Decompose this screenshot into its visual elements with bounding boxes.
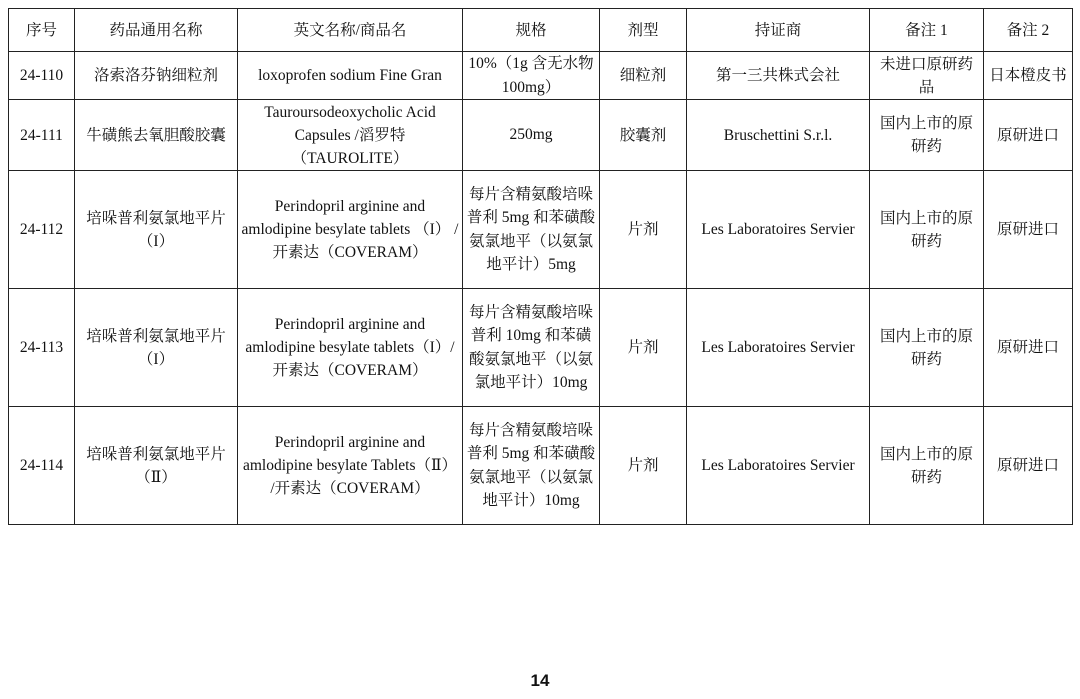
cell-note-2: 日本橙皮书: [984, 52, 1073, 100]
table-row: [9, 100, 1073, 171]
table-row: [9, 171, 1073, 289]
cell-serial-no: 24-112: [9, 171, 75, 289]
cell-dosage-form: 细粒剂: [600, 52, 687, 100]
cell-note-2: 原研进口: [984, 407, 1073, 525]
cell-note-1: 国内上市的原研药: [870, 407, 984, 525]
cell-note-1: 国内上市的原研药: [870, 171, 984, 289]
cell-generic-name: 洛索洛芬钠细粒剂: [75, 52, 238, 100]
header-dosage-form: 剂型: [600, 9, 687, 52]
cell-specification: 每片含精氨酸培哚普利 10mg 和苯磺酸氨氯地平（以氨氯地平计）10mg: [463, 289, 600, 407]
header-generic-name: 药品通用名称: [75, 9, 238, 52]
cell-note-1: 未进口原研药品: [870, 52, 984, 100]
header-note-2: 备注 2: [984, 9, 1073, 52]
header-license-holder: 持证商: [687, 9, 870, 52]
cell-english-name: Perindopril arginine and amlodipine besylate Tablets（Ⅱ） /开素达（COVERAM）: [238, 407, 463, 525]
table-row: [9, 289, 1073, 407]
cell-license-holder: Bruschettini S.r.l.: [687, 100, 870, 171]
header-english-name: 英文名称/商品名: [238, 9, 463, 52]
cell-note-1: 国内上市的原研药: [870, 289, 984, 407]
table-header-row: [9, 9, 1073, 52]
cell-dosage-form: 胶囊剂: [600, 100, 687, 171]
header-serial-no: 序号: [9, 9, 75, 52]
cell-serial-no: 24-114: [9, 407, 75, 525]
cell-generic-name: 培哚普利氨氯地平片（I）: [75, 171, 238, 289]
cell-license-holder: Les Laboratoires Servier: [687, 171, 870, 289]
cell-dosage-form: 片剂: [600, 171, 687, 289]
table-row: [9, 407, 1073, 525]
cell-specification: 每片含精氨酸培哚普利 5mg 和苯磺酸氨氯地平（以氨氯地平计）10mg: [463, 407, 600, 525]
cell-generic-name: 培哚普利氨氯地平片（Ⅱ）: [75, 407, 238, 525]
cell-specification: 250mg: [463, 100, 600, 171]
cell-generic-name: 培哚普利氨氯地平片（I）: [75, 289, 238, 407]
page-number: 14: [530, 671, 550, 690]
drug-list-table: [8, 8, 1073, 525]
cell-note-2: 原研进口: [984, 100, 1073, 171]
header-specification: 规格: [463, 9, 600, 52]
cell-generic-name: 牛磺熊去氧胆酸胶囊: [75, 100, 238, 171]
cell-license-holder: 第一三共株式会社: [687, 52, 870, 100]
cell-specification: 10%（1g 含无水物 100mg）: [463, 52, 600, 100]
header-note-1: 备注 1: [870, 9, 984, 52]
cell-note-2: 原研进口: [984, 171, 1073, 289]
cell-note-1: 国内上市的原研药: [870, 100, 984, 171]
cell-specification: 每片含精氨酸培哚普利 5mg 和苯磺酸氨氯地平（以氨氯地平计）5mg: [463, 171, 600, 289]
cell-english-name: Perindopril arginine and amlodipine besylate tablets （I） /开素达（COVERAM）: [238, 171, 463, 289]
cell-license-holder: Les Laboratoires Servier: [687, 407, 870, 525]
cell-serial-no: 24-111: [9, 100, 75, 171]
cell-english-name: Perindopril arginine and amlodipine besylate tablets（I）/开素达（COVERAM）: [238, 289, 463, 407]
cell-license-holder: Les Laboratoires Servier: [687, 289, 870, 407]
cell-serial-no: 24-110: [9, 52, 75, 100]
cell-note-2: 原研进口: [984, 289, 1073, 407]
cell-dosage-form: 片剂: [600, 407, 687, 525]
cell-english-name: loxoprofen sodium Fine Gran: [238, 52, 463, 100]
cell-english-name: Tauroursodeoxycholic Acid Capsules /滔罗特（TAUROLITE）: [238, 100, 463, 171]
table-row: [9, 52, 1073, 100]
cell-dosage-form: 片剂: [600, 289, 687, 407]
cell-serial-no: 24-113: [9, 289, 75, 407]
